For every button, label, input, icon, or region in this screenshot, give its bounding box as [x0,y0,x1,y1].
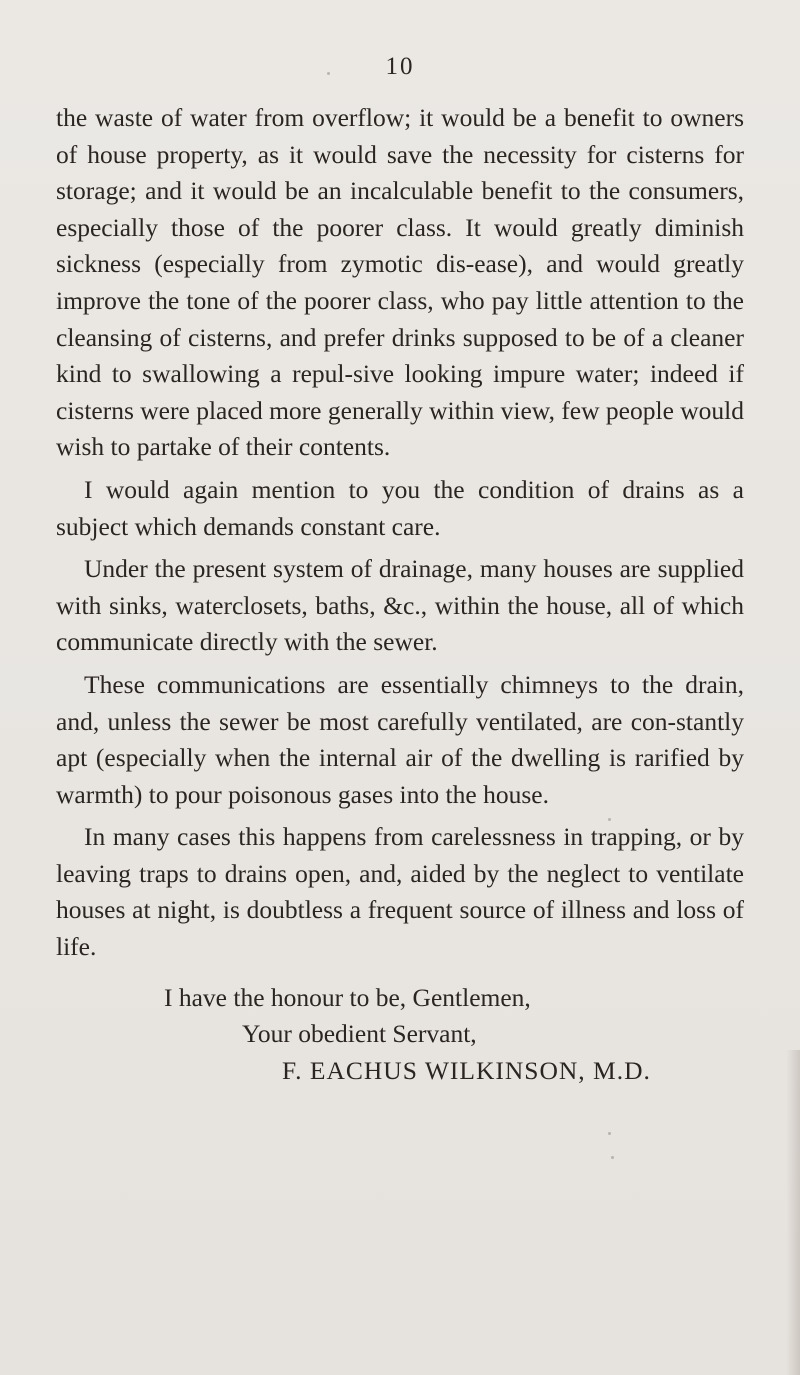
speck [327,72,330,75]
page-number: 10 [385,53,415,80]
paragraph-1: the waste of water from overflow; it would be a benefit to owners of house property, as it would save the necessity for cisterns for storage; and it would be an incalculable benefit to the consumers, especially those of the poorer class. It would greatly diminish sickness (especially from zymotic dis-ease), and would greatly improve the tone of the poorer class, who pay little attention to the cleansing of cisterns, and prefer drinks supposed to be of a cleaner kind to swallowing a repul-sive looking impure water; indeed if cisterns were placed more generally within view, few people would wish to partake of their contents. [56,103,745,462]
speck [611,1156,614,1159]
signature: F. EACHUS WILKINSON, M.D. [282,1055,651,1085]
paragraph-3: Under the present system of drainage, many houses are supplied with sinks, waterclosets, baths, &c., within the house, all of which communicate directly with the sewer. [56,554,744,657]
letter-closing [56,980,744,1090]
letter-body [56,100,744,966]
closing-salutation: I have the honour to be, Gentlemen, [164,982,531,1012]
speck [608,818,611,821]
closing-servant: Your obedient Servant, [242,1019,477,1049]
paragraph-4: These communications are essentially chimneys to the drain, and, unless the sewer be most carefully ventilated, are con-stantly apt (especially when the internal air of the dwelling is rarified by warmth) to pour poisonous gases into the house. [56,669,744,809]
paragraph-2: I would again mention to you the condition of drains as a subject which demands constant care. [56,474,744,541]
speck [608,1132,611,1135]
page-edge-shadow [786,1050,800,1375]
paragraph-5: In many cases this happens from carelessness in trapping, or by leaving traps to drains open, and, aided by the neglect to ventilate houses at night, is doubtless a frequent source of illness and loss of life. [56,822,744,962]
